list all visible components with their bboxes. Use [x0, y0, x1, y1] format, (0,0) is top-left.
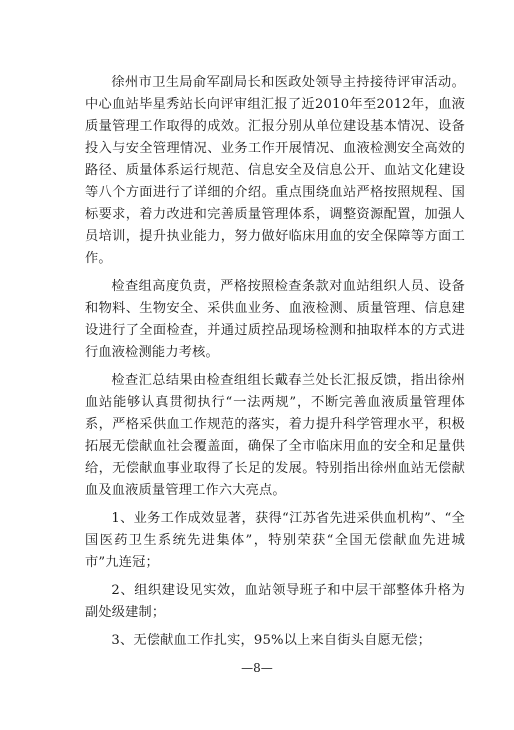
paragraph-review-report: 徐州市卫生局俞军副局长和医政处领导主持接待评审活动。中心血站毕星秀站长向评审组汇报了近2010年至2012年，血液质量管理工作取得的成效。汇报分别从单位建设基本情况、设备投入与安全管理情况、业务工作开展情况、血液检测安全高效的路径、质量体系运行规范、信息安全及信息公开、血站文化建设等八个方面进行了详细的介绍。重点围绕血站严格按照规程、国标要求，着力改进和完善质量管理体系，调整资源配置，加强人员培训，提升执业能力，努力做好临床用血的安全保障等方面工作。 — [85, 75, 465, 266]
document-body — [85, 72, 465, 658]
list-item-highlight-2: 2、组织建设见实效，血站领导班子和中层干部整体升格为副处级建制； — [85, 583, 465, 620]
paragraph-feedback: 检查汇总结果由检查组组长戴春兰处长汇报反馈，指出徐州血站能够认真贯彻执行“一法两规”，不断完善血液质量管理体系，严格采供血工作规范的落实，着力提升科学管理水平，积极拓展无偿献血社会覆盖面，确保了全市临床用血的安全和足量供给，无偿献血事业取得了长足的发展。特别指出徐州血站无偿献血及血液质量管理工作六大亮点。 — [85, 373, 465, 498]
paragraph-inspection: 检查组高度负责，严格按照检查条款对血站组织人员、设备和物料、生物安全、采供血业务、血液检测、质量管理、信息建设进行了全面检查，并通过质控品现场检测和抽取样本的方式进行血液检测能力考核。 — [85, 279, 465, 360]
list-item-highlight-1: 1、业务工作成效显著，获得“江苏省先进采供血机构”、“全国医药卫生系统先进集体”，特别荣获“全国无偿献血先进城市”九连冠； — [85, 511, 465, 570]
page-number: —8— — [241, 661, 273, 675]
list-item-highlight-3: 3、无偿献血工作扎实，95%以上来自街头自愿无偿； — [111, 633, 432, 648]
